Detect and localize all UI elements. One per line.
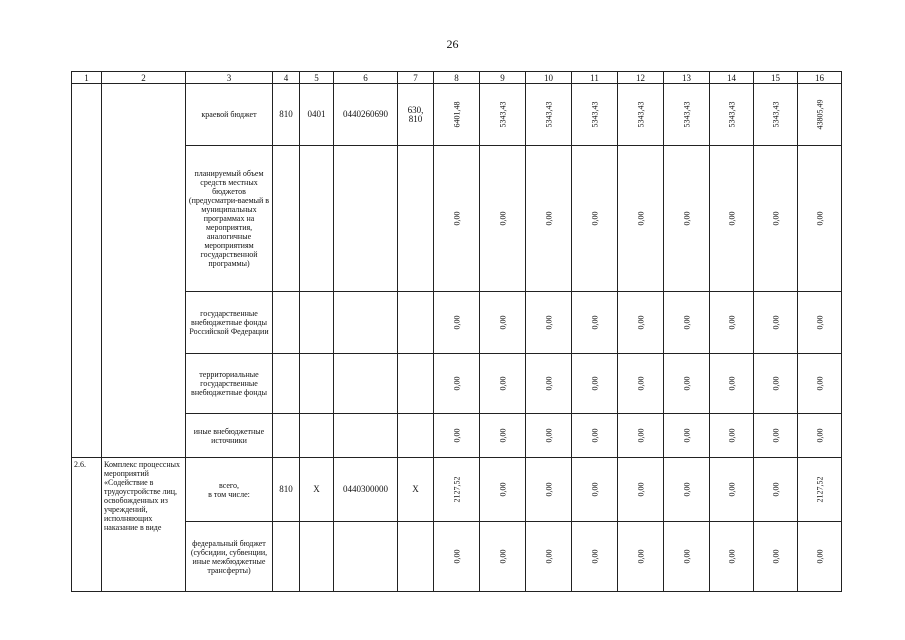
value-cell: 2127,52 xyxy=(434,458,480,522)
value-cell: 0,00 xyxy=(572,458,618,522)
value-cell: 0,00 xyxy=(664,414,710,458)
value-cell: 0,00 xyxy=(572,146,618,292)
blank-cell xyxy=(334,146,398,292)
value-cell: 0,00 xyxy=(480,292,526,354)
blank-cell xyxy=(398,522,434,592)
value-cell: 0,00 xyxy=(526,354,572,414)
blank-cell xyxy=(273,146,300,292)
item-number-cell: 2.6. xyxy=(72,458,102,592)
value-cell: 0,00 xyxy=(526,146,572,292)
col-header: 8 xyxy=(434,72,480,84)
value-cell: 0,00 xyxy=(480,458,526,522)
blank-cell xyxy=(273,292,300,354)
value-cell: 0,00 xyxy=(710,458,754,522)
value-cell: 0,00 xyxy=(664,292,710,354)
funding-source-cell: государственные внебюджетные фонды Российской Федерации xyxy=(186,292,273,354)
blank-cell xyxy=(398,292,434,354)
value-cell: 0,00 xyxy=(798,354,842,414)
funding-source-cell: иные внебюджетные источники xyxy=(186,414,273,458)
blank-cell xyxy=(334,354,398,414)
code-cell: 810 xyxy=(273,84,300,146)
value-cell: 0,00 xyxy=(618,458,664,522)
value-cell: 0,00 xyxy=(710,146,754,292)
value-cell: 0,00 xyxy=(798,146,842,292)
col-header: 5 xyxy=(300,72,334,84)
value-cell: 0,00 xyxy=(664,458,710,522)
value-cell: 0,00 xyxy=(754,292,798,354)
value-cell: 0,00 xyxy=(798,292,842,354)
col-header: 11 xyxy=(572,72,618,84)
value-cell: 0,00 xyxy=(664,354,710,414)
funding-source-cell: территориальные государственные внебюджетные фонды xyxy=(186,354,273,414)
blank-cell xyxy=(300,354,334,414)
value-cell: 0,00 xyxy=(434,292,480,354)
value-cell: 5343,43 xyxy=(572,84,618,146)
value-cell: 0,00 xyxy=(798,522,842,592)
blank-cell xyxy=(398,354,434,414)
col-header: 9 xyxy=(480,72,526,84)
value-cell: 0,00 xyxy=(480,414,526,458)
value-cell: 0,00 xyxy=(618,292,664,354)
code-cell: Х xyxy=(300,458,334,522)
value-cell: 0,00 xyxy=(618,414,664,458)
funding-source-cell: федеральный бюджет (субсидии, субвенции, иные межбюджетные трансферты) xyxy=(186,522,273,592)
value-cell: 0,00 xyxy=(526,522,572,592)
value-cell: 0,00 xyxy=(710,292,754,354)
column-number-row xyxy=(72,72,842,84)
value-cell: 0,00 xyxy=(526,292,572,354)
col-header: 12 xyxy=(618,72,664,84)
value-cell: 0,00 xyxy=(526,458,572,522)
blank-cell xyxy=(398,146,434,292)
value-cell: 5343,43 xyxy=(710,84,754,146)
col-header: 10 xyxy=(526,72,572,84)
value-cell: 2127,52 xyxy=(798,458,842,522)
col-header: 3 xyxy=(186,72,273,84)
code-cell: Х xyxy=(398,458,434,522)
col-header: 14 xyxy=(710,72,754,84)
col-header: 1 xyxy=(72,72,102,84)
value-cell: 0,00 xyxy=(480,146,526,292)
blank-cell xyxy=(273,522,300,592)
code-cell: 0440300000 xyxy=(334,458,398,522)
value-cell: 0,00 xyxy=(710,522,754,592)
value-cell: 0,00 xyxy=(434,522,480,592)
table-row xyxy=(72,84,842,146)
col-header: 15 xyxy=(754,72,798,84)
table-row xyxy=(72,292,842,354)
value-cell: 0,00 xyxy=(754,458,798,522)
value-cell: 0,00 xyxy=(664,522,710,592)
col-header: 7 xyxy=(398,72,434,84)
blank-cell xyxy=(273,354,300,414)
funding-source-cell: всего, в том числе: xyxy=(186,458,273,522)
value-cell: 0,00 xyxy=(480,522,526,592)
value-cell: 0,00 xyxy=(526,414,572,458)
value-cell: 0,00 xyxy=(710,414,754,458)
blank-cell xyxy=(102,84,186,458)
blank-cell xyxy=(72,84,102,458)
value-cell: 5343,43 xyxy=(754,84,798,146)
blank-cell xyxy=(300,522,334,592)
value-cell: 0,00 xyxy=(754,146,798,292)
value-cell: 0,00 xyxy=(754,414,798,458)
col-header: 13 xyxy=(664,72,710,84)
page-number: 26 xyxy=(446,37,459,51)
table-row xyxy=(72,354,842,414)
funding-source-cell: планируемый объем средств местных бюджетов (предусматри-ваемый в муниципальных программах на мероприятия, аналогичные мероприятиям государственной программы) xyxy=(186,146,273,292)
blank-cell xyxy=(300,146,334,292)
item-name-cell: Комплекс процессных мероприятий «Содействие в трудоустройстве лиц, освобожденных из учреждений, исполняющих наказание в виде xyxy=(102,458,186,592)
table-row xyxy=(72,414,842,458)
value-cell: 5343,43 xyxy=(664,84,710,146)
col-header: 16 xyxy=(798,72,842,84)
col-header: 6 xyxy=(334,72,398,84)
value-cell: 0,00 xyxy=(480,354,526,414)
table-row xyxy=(72,522,842,592)
col-header: 4 xyxy=(273,72,300,84)
budget-table xyxy=(71,71,842,592)
value-cell: 0,00 xyxy=(618,354,664,414)
blank-cell xyxy=(334,522,398,592)
funding-source-cell: краевой бюджет xyxy=(186,84,273,146)
value-cell: 0,00 xyxy=(754,354,798,414)
table-row xyxy=(72,146,842,292)
code-cell: 0401 xyxy=(300,84,334,146)
code-cell: 0440260690 xyxy=(334,84,398,146)
value-cell: 0,00 xyxy=(618,522,664,592)
value-cell: 0,00 xyxy=(572,292,618,354)
blank-cell xyxy=(300,292,334,354)
value-cell: 0,00 xyxy=(798,414,842,458)
code-cell: 630, 810 xyxy=(398,84,434,146)
value-cell: 0,00 xyxy=(572,414,618,458)
value-cell: 0,00 xyxy=(434,354,480,414)
value-cell: 0,00 xyxy=(754,522,798,592)
col-header: 2 xyxy=(102,72,186,84)
blank-cell xyxy=(334,414,398,458)
value-cell: 5343,43 xyxy=(526,84,572,146)
value-cell: 0,00 xyxy=(618,146,664,292)
value-cell: 6401,48 xyxy=(434,84,480,146)
code-cell: 810 xyxy=(273,458,300,522)
blank-cell xyxy=(273,414,300,458)
value-cell: 0,00 xyxy=(664,146,710,292)
blank-cell xyxy=(300,414,334,458)
value-cell: 0,00 xyxy=(710,354,754,414)
blank-cell xyxy=(398,414,434,458)
value-cell: 5343,43 xyxy=(618,84,664,146)
value-cell: 0,00 xyxy=(434,146,480,292)
value-cell: 0,00 xyxy=(434,414,480,458)
value-cell: 5343,43 xyxy=(480,84,526,146)
value-cell: 0,00 xyxy=(572,522,618,592)
value-cell: 43805,49 xyxy=(798,84,842,146)
blank-cell xyxy=(334,292,398,354)
table-row xyxy=(72,458,842,522)
value-cell: 0,00 xyxy=(572,354,618,414)
